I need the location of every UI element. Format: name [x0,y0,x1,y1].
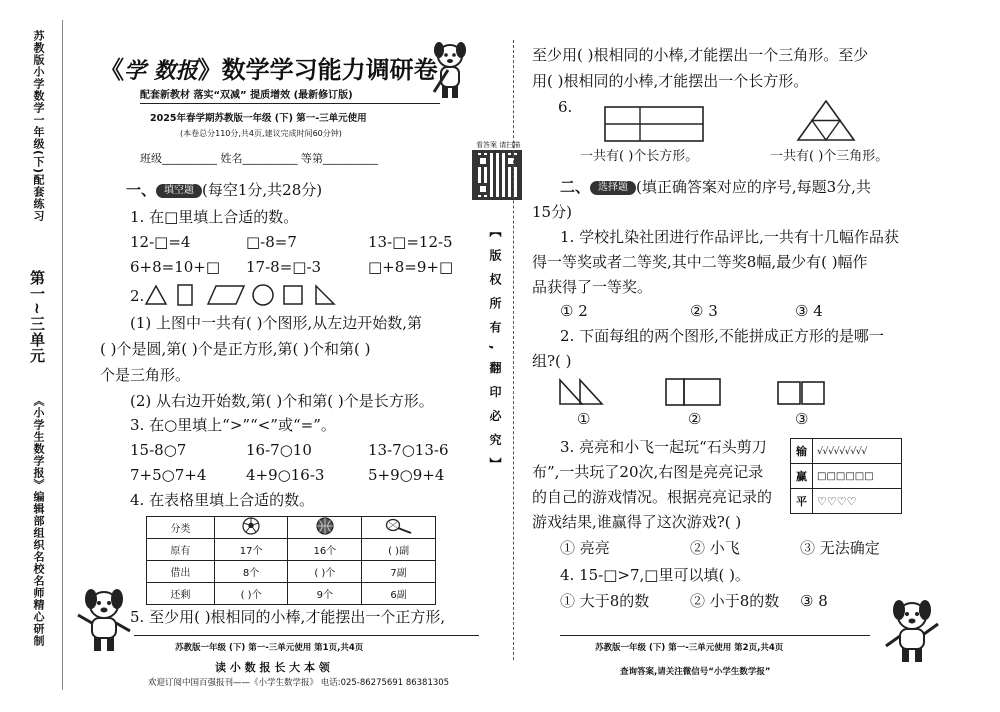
table-cell: 9个 [288,583,362,605]
mascot-dog-top [430,40,470,102]
record-marks: √√√√√√√√√ [813,439,902,464]
record-marks: □□□□□□ [813,464,902,489]
s2q1-option[interactable]: ② 3 [690,302,718,320]
square-shape [284,286,302,304]
s2q1-line1: 1. 学校扎染社团进行作品评比,一共有十几幅作品获 [560,228,899,246]
record-label: 输 [791,439,813,464]
strip-bottom: 《小学生数学报》编辑部组织名校名师精心研制 [32,395,45,647]
s2q2-line2[interactable]: 组?( ) [532,352,572,370]
s2q3-line4[interactable]: 游戏结果,谁赢得了这次游戏?( ) [532,513,742,531]
q6-caption-tri[interactable]: 一共有( )个三角形。 [770,149,889,164]
s2q2-figure-3 [776,380,826,410]
table-cell: 6副 [362,583,436,605]
header-rule [140,103,440,104]
newspaper-logo: 学 数报 [124,58,198,84]
footer-rule-right [560,635,870,636]
s2q3-line1: 3. 亮亮和小飞一起玩“石头剪刀 [560,438,767,456]
s2q1-option[interactable]: ③ 4 [795,302,823,320]
footer-answer-note: 查询答案,请关注微信号“小学生数学报” [620,667,771,677]
table-cell: 8个 [214,561,288,583]
parallelogram-shape [208,286,244,304]
footer-subscribe: 欢迎订阅中国百强报刊——《小学生数学报》 电话:025-86275691 86381305 [148,678,450,688]
table-header-cell: 分类 [147,517,215,539]
section2-badge: 选择题 [590,181,636,195]
table-cell: 借出 [147,561,215,583]
q1-item[interactable]: □+8=9+□ [368,258,454,276]
footer-slogan: 读 小 数 报 长 大 本 领 [215,661,330,674]
q5-line3[interactable]: 用( )根相同的小棒,才能摆出一个长方形。 [532,72,809,90]
q2-shapes [144,282,384,312]
s2q4-option[interactable]: ② 小于8的数 [690,592,780,610]
copyright-notice: 【版权所有,翻印必究】 [488,225,502,482]
qr-label: 看答案 请扫描 [476,141,521,149]
table-blank-cell[interactable]: ( )个 [288,561,362,583]
s2q2-label[interactable]: ③ [795,410,809,428]
table-blank-cell[interactable]: ( )副 [362,539,436,561]
page-title: 《学 数报》数学学习能力调研卷 [100,56,438,84]
s2q1-line2[interactable]: 得一等奖或者二等奖,其中二等奖8幅,最少有( )幅作 [532,253,868,271]
subtitle: 配套新教材 落实“双减” 提质增效 (最新修订版) [140,90,353,101]
q2-line2[interactable]: ( )个是圆,第( )个是正方形,第( )个和第( ) [100,340,371,358]
s2q1-option[interactable]: ① 2 [560,302,588,320]
s2q4-line1[interactable]: 4. 15-□>7,□里可以填( )。 [560,566,750,584]
q1-item[interactable]: 6+8=10+□ [130,258,221,276]
record-label: 平 [791,489,813,514]
q3-item[interactable]: 16-7○10 [246,441,312,459]
table-cell: 原有 [147,539,215,561]
section2-heading-cont: 15分) [532,203,572,221]
basketball-icon [288,517,362,539]
section2-heading: 二、 选择题 (填正确答案对应的序号,每题3分,共 [560,178,871,196]
q1-item[interactable]: □-8=7 [246,233,297,251]
q4-title: 4. 在表格里填上合适的数。 [130,491,315,509]
q5-line1[interactable]: 5. 至少用( )根相同的小棒,才能摆出一个正方形, [130,608,446,626]
q6-triangle-figure [796,100,856,146]
q1-item[interactable]: 12-□=4 [130,233,191,251]
table-cell: 还剩 [147,583,215,605]
table-cell: 17个 [214,539,288,561]
q3-item[interactable]: 4+9○16-3 [246,466,325,484]
s2q2-label[interactable]: ① [577,410,591,428]
footer-rule-left [134,635,479,636]
rectangle-shape [178,285,192,305]
q3-item[interactable]: 7+5○7+4 [130,466,207,484]
s2q4-option[interactable]: ① 大于8的数 [560,592,650,610]
record-label: 赢 [791,464,813,489]
game-record-table [790,438,902,514]
s2q2-figure-1 [558,378,606,410]
center-divider [513,40,514,660]
q1-item[interactable]: 13-□=12-5 [368,233,453,251]
q6-rectangle-figure [604,106,704,146]
q3-item[interactable]: 5+9○9+4 [368,466,445,484]
mascot-dog-right [880,596,942,670]
footer-page-info-right: 苏教版一年级 (下) 第一-三单元使用 第2页,共4页 [595,643,784,653]
q5-line2[interactable]: 至少用( )根相同的小棒,才能摆出一个三角形。至少 [532,46,869,64]
strip-middle: 第一~三单元 [28,270,46,364]
table-cell: 7副 [362,561,436,583]
footer-page-info-left: 苏教版一年级 (下) 第一-三单元使用 第1页,共4页 [175,643,364,653]
table-blank-cell[interactable]: ( )个 [214,583,288,605]
soccer-ball-icon [214,517,288,539]
s2q2-label[interactable]: ② [688,410,702,428]
s2q2-figure-2 [664,377,724,411]
q6-caption-rect[interactable]: 一共有( )个长方形。 [580,149,699,164]
qr-code-icon[interactable] [472,150,522,200]
s2q2-line1: 2. 下面每组的两个图形,不能拼成正方形的是哪一 [560,327,884,345]
student-fields[interactable]: 班级__________ 姓名__________ 等第__________ [140,152,378,165]
triangle-shape [146,286,166,304]
s2q3-line3: 的自己的游戏情况。根据亮亮记录的 [532,488,773,506]
right-triangle-shape [316,286,334,304]
semester-line: 2025年春学期苏教版一年级 (下) 第一-三单元使用 [150,113,367,124]
s2q3-option[interactable]: ② 小飞 [690,539,740,557]
exam-note: (本卷总分110分,共4页,建议完成时间60分钟) [180,129,342,138]
strip-top: 苏教版小学数学一年级(下)配套练习 [32,30,45,223]
s2q3-line2: 布”,一共玩了20次,右图是亮亮记录 [532,463,764,481]
q3-item[interactable]: 15-8○7 [130,441,187,459]
record-marks: ♡♡♡♡ [813,489,902,514]
q6-title: 6. [558,98,573,116]
strip-divider [62,20,63,690]
q3-title: 3. 在○里填上“>”“<”或“=”。 [130,416,336,434]
s2q1-line3: 品获得了一等奖。 [532,278,653,296]
q2-title: 2. [130,287,145,305]
q2-line3: 个是三角形。 [100,366,191,384]
q1-item[interactable]: 17-8=□-3 [246,258,322,276]
q2-line1[interactable]: (1) 上图中一共有( )个图形,从左边开始数,第 [130,314,423,332]
q2-line4[interactable]: (2) 从右边开始数,第( )个和第( )个是长方形。 [130,392,434,410]
s2q4-option[interactable]: ③ 8 [800,592,828,610]
s2q3-option[interactable]: ③ 无法确定 [800,539,880,557]
section1-badge: 填空题 [156,184,202,198]
s2q3-option[interactable]: ① 亮亮 [560,539,610,557]
circle-shape [253,285,273,305]
mascot-dog-left [74,585,136,659]
table-cell: 16个 [288,539,362,561]
badminton-racket-icon [362,517,436,539]
q3-item[interactable]: 13-7○13-6 [368,441,449,459]
q4-table [146,516,436,605]
q1-title: 1. 在□里填上合适的数。 [130,208,299,226]
section1-heading: 一、 填空题 (每空1分,共28分) [126,181,323,199]
